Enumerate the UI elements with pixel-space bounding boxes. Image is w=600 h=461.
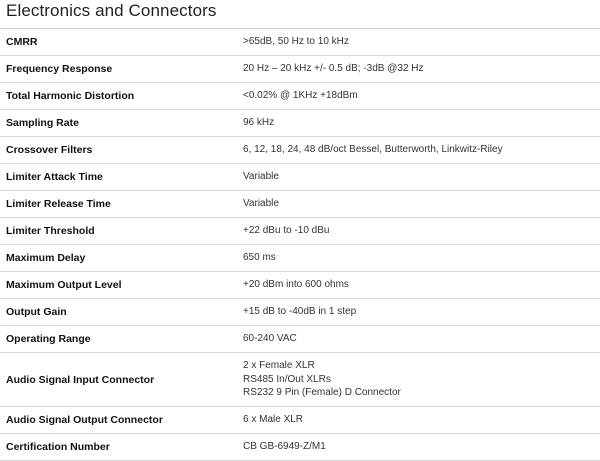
- spec-value-line: 650 ms: [243, 252, 276, 264]
- spec-label: Operating Range: [6, 333, 91, 345]
- spec-row: [0, 56, 600, 83]
- spec-value-line: Variable: [243, 171, 279, 183]
- spec-row: [0, 299, 600, 326]
- spec-value: [243, 251, 600, 265]
- section-title: Electronics and Connectors: [6, 1, 217, 20]
- spec-value: [243, 170, 600, 184]
- spec-value: [243, 224, 600, 238]
- spec-row: [0, 29, 600, 56]
- spec-row: [0, 272, 600, 299]
- spec-value-line: 6, 12, 18, 24, 48 dB/oct Bessel, Butterworth, Linkwitz-Riley: [243, 144, 503, 156]
- spec-value-line: >65dB, 50 Hz to 10 kHz: [243, 36, 349, 48]
- spec-row: [0, 245, 600, 272]
- spec-row: [0, 191, 600, 218]
- spec-label: Sampling Rate: [6, 117, 79, 129]
- spec-value: [243, 89, 600, 103]
- spec-label: Audio Signal Input Connector: [6, 373, 155, 386]
- spec-row: [0, 164, 600, 191]
- spec-value-line: 2 x Female XLR: [243, 360, 315, 372]
- spec-label: Frequency Response: [6, 63, 113, 75]
- spec-row: [0, 110, 600, 137]
- spec-value-line: <0.02% @ 1KHz +18dBm: [243, 90, 358, 102]
- spec-value: [243, 413, 600, 427]
- spec-value: [243, 62, 600, 76]
- spec-value-line: +22 dBu to -10 dBu: [243, 225, 330, 237]
- spec-value: [243, 197, 600, 211]
- spec-table: [0, 29, 600, 461]
- spec-value-line: CB GB-6949-Z/M1: [243, 441, 326, 453]
- spec-value-line: 20 Hz – 20 kHz +/- 0.5 dB; -3dB @32 Hz: [243, 63, 424, 75]
- spec-row: [0, 218, 600, 245]
- spec-value-line: 6 x Male XLR: [243, 414, 304, 426]
- spec-label: Maximum Output Level: [6, 279, 122, 291]
- spec-row: [0, 326, 600, 353]
- spec-value: [243, 116, 600, 130]
- spec-value: [243, 332, 600, 346]
- spec-value-line: 96 kHz: [243, 117, 275, 129]
- spec-value-line: RS485 In/Out XLRs: [243, 373, 331, 385]
- spec-value-line: 60-240 VAC: [243, 333, 297, 345]
- spec-label: Certification Number: [6, 441, 110, 453]
- spec-label: Output Gain: [6, 306, 67, 318]
- spec-label: Audio Signal Output Connector: [6, 414, 163, 426]
- spec-row: [0, 137, 600, 164]
- spec-label: Limiter Attack Time: [6, 171, 103, 183]
- spec-value-line: +20 dBm into 600 ohms: [243, 279, 349, 291]
- spec-value: [243, 278, 600, 292]
- spec-label: Limiter Threshold: [6, 225, 95, 237]
- spec-row: [0, 434, 600, 461]
- spec-label: CMRR: [6, 36, 38, 48]
- spec-value-line: RS232 9 Pin (Female) D Connector: [243, 387, 401, 399]
- spec-value: [243, 359, 600, 400]
- spec-value: [243, 440, 600, 454]
- spec-value: [243, 35, 600, 49]
- spec-row: [0, 407, 600, 434]
- spec-row: [0, 353, 600, 407]
- spec-value: [243, 305, 600, 319]
- spec-value-line: Variable: [243, 198, 279, 210]
- spec-label: Total Harmonic Distortion: [6, 90, 135, 102]
- spec-label: Maximum Delay: [6, 252, 86, 264]
- spec-value: [243, 143, 600, 157]
- spec-label: Crossover Filters: [6, 144, 93, 156]
- spec-value-line: +15 dB to -40dB in 1 step: [243, 306, 357, 318]
- spec-row: [0, 83, 600, 110]
- spec-label: Limiter Release Time: [6, 198, 111, 210]
